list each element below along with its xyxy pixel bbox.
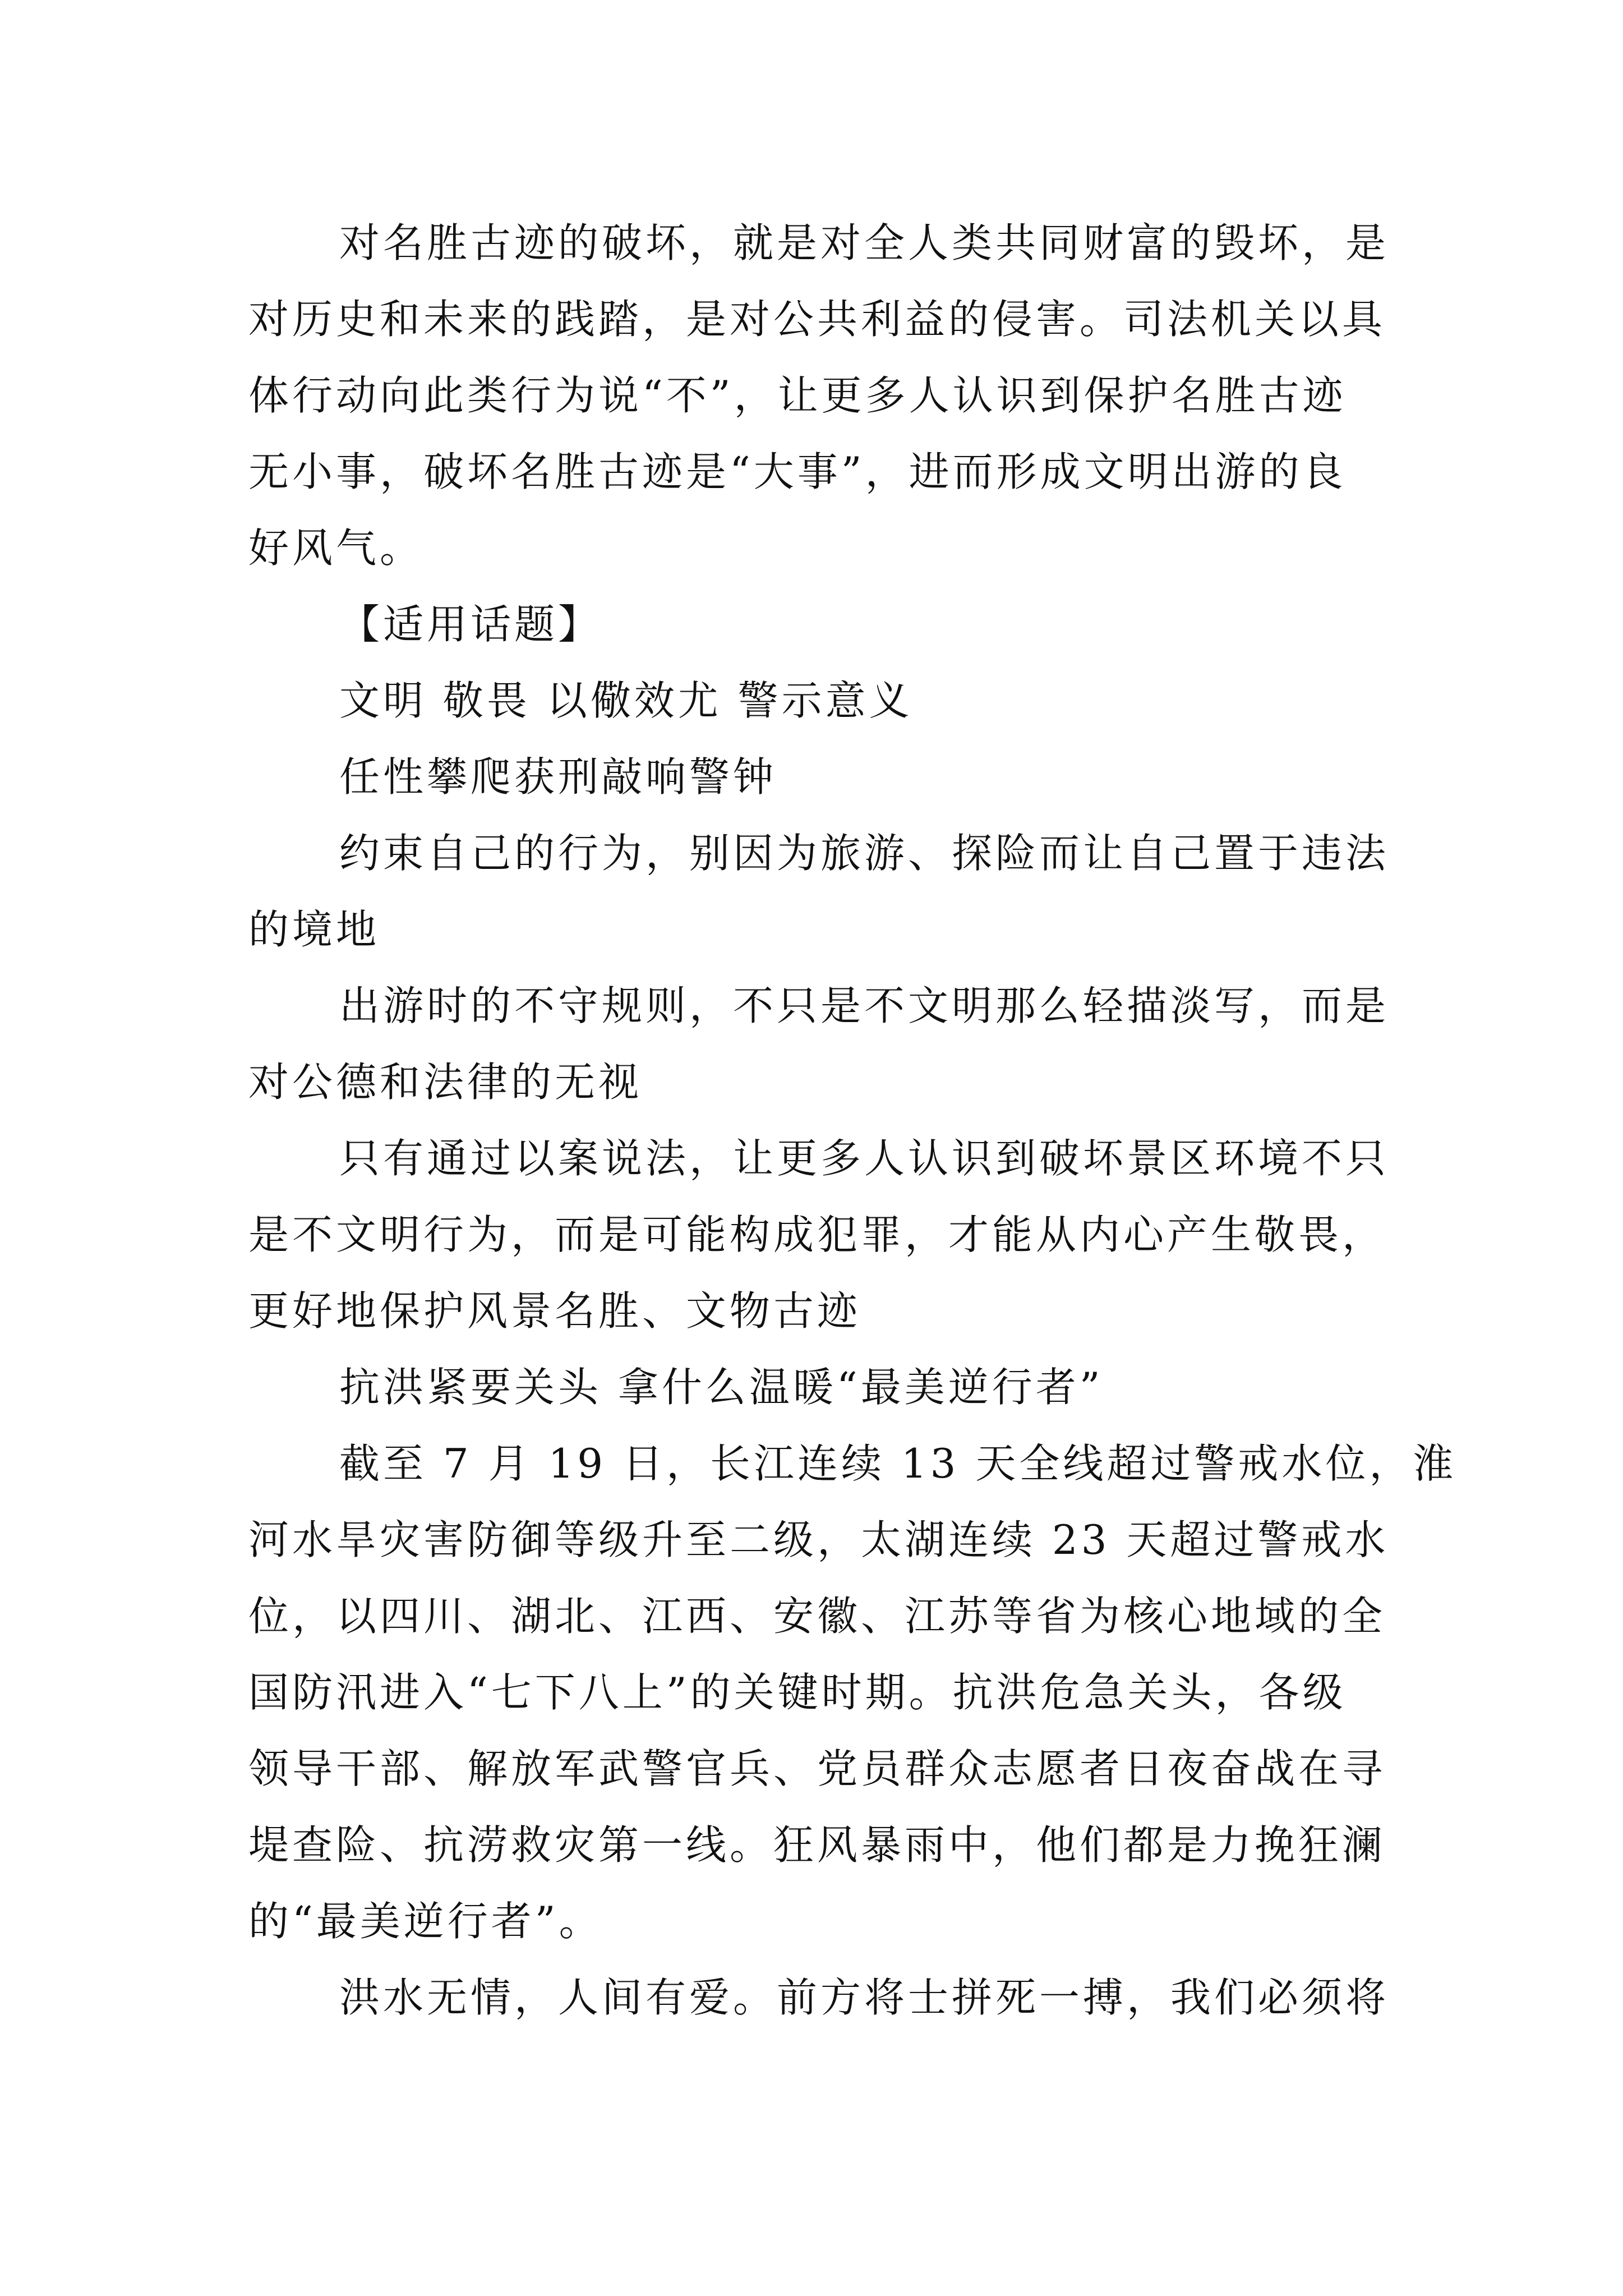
text-line: 河水旱灾害防御等级升至二级，太湖连续 23 天超过警戒水 bbox=[248, 1516, 1389, 1563]
text-line: 只有通过以案说法，让更多人认识到破坏景区环境不只 bbox=[339, 1135, 1390, 1182]
text-line: 好风气。 bbox=[248, 524, 424, 572]
text-line: 对历史和未来的践踏，是对公共利益的侵害。司法机关以具 bbox=[248, 296, 1386, 343]
text-line: 截至 7 月 19 日，长江连续 13 天全线超过警戒水位，淮 bbox=[339, 1440, 1457, 1487]
topic-keywords: 文明 敬畏 以儆效尤 警示意义 bbox=[339, 677, 913, 724]
text-line: 是不文明行为，而是可能构成犯罪，才能从内心产生敬畏， bbox=[248, 1211, 1386, 1258]
text-line: 洪水无情，人间有爱。前方将士拼死一搏，我们必须将 bbox=[339, 1974, 1390, 2021]
article-title: 抗洪紧要关头 拿什么温暖“最美逆行者” bbox=[339, 1364, 1104, 1411]
text-line: 堤查险、抗涝救灾第一线。狂风暴雨中，他们都是力挽狂澜 bbox=[248, 1821, 1386, 1869]
text-line: 的“最美逆行者”。 bbox=[248, 1898, 603, 1945]
subheading: 任性攀爬获刑敲响警钟 bbox=[339, 753, 777, 800]
text-line: 位，以四川、湖北、江西、安徽、江苏等省为核心地域的全 bbox=[248, 1593, 1386, 1640]
text-line: 的境地 bbox=[248, 906, 380, 953]
text-line: 体行动向此类行为说“不”，让更多人认识到保护名胜古迹 bbox=[248, 372, 1347, 419]
text-line: 更好地保护风景名胜、文物古迹 bbox=[248, 1287, 861, 1335]
text-line: 约束自己的行为，别因为旅游、探险而让自己置于违法 bbox=[339, 830, 1390, 877]
text-line: 出游时的不守规则，不只是不文明那么轻描淡写，而是 bbox=[339, 982, 1390, 1029]
section-heading: 【适用话题】 bbox=[339, 601, 602, 648]
text-line: 无小事，破坏名胜古迹是“大事”，进而形成文明出游的良 bbox=[248, 448, 1347, 495]
text-line: 领导干部、解放军武警官兵、党员群众志愿者日夜奋战在寻 bbox=[248, 1745, 1386, 1792]
text-line: 对公德和法律的无视 bbox=[248, 1059, 643, 1106]
text-line: 对名胜古迹的破坏，就是对全人类共同财富的毁坏，是 bbox=[339, 219, 1390, 266]
text-line: 国防汛进入“七下八上”的关键时期。抗洪危急关头，各级 bbox=[248, 1669, 1347, 1716]
